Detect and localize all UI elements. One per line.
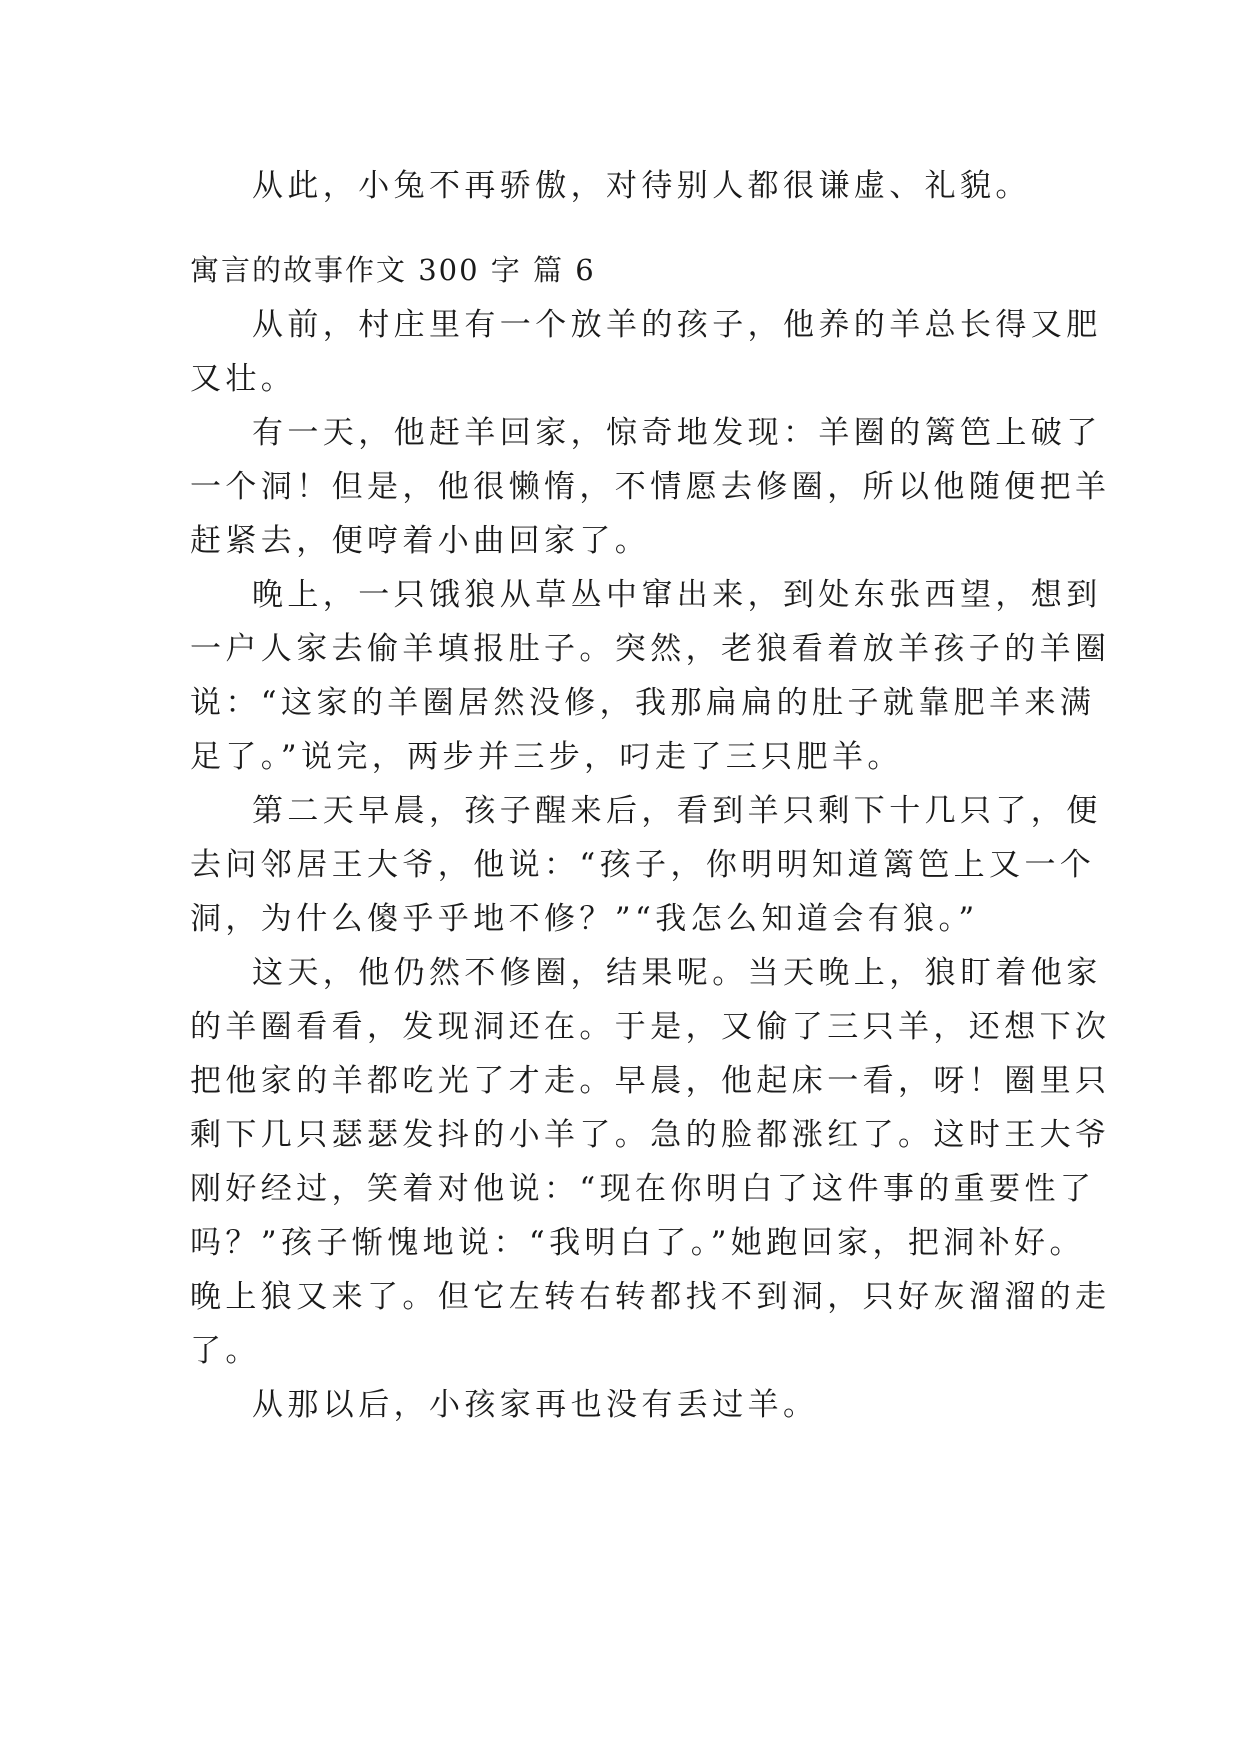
paragraph-4-line-1: 第二天早晨，孩子醒来后，看到羊只剩下十几只了，便: [252, 793, 1102, 829]
paragraph-3-line-2: 一户人家去偷羊填报肚子。突然，老狼看着放羊孩子的羊圈: [190, 631, 1111, 667]
paragraph-2-line-1: 有一天，他赶羊回家，惊奇地发现：羊圈的篱笆上破了: [252, 415, 1102, 451]
section-title: 寓言的故事作文 300 字 篇 6: [190, 253, 596, 287]
paragraph-1-line-1: 从前，村庄里有一个放羊的孩子，他养的羊总长得又肥: [252, 307, 1102, 343]
paragraph-5-line-8: 了。: [190, 1333, 261, 1369]
paragraph-5-line-1: 这天，他仍然不修圈，结果呢。当天晚上，狼盯着他家: [252, 955, 1102, 991]
paragraph-2-line-3: 赶紧去，便哼着小曲回家了。: [190, 523, 651, 559]
paragraph-2-line-2: 一个洞！但是，他很懒惰，不情愿去修圈，所以他随便把羊: [190, 469, 1111, 505]
paragraph-6-line-1: 从那以后，小孩家再也没有丢过羊。: [252, 1387, 819, 1423]
closing-paragraph-previous-story: 从此，小兔不再骄傲，对待别人都很谦虚、礼貌。: [252, 168, 1031, 204]
paragraph-5-line-2: 的羊圈看看，发现洞还在。于是，又偷了三只羊，还想下次: [190, 1009, 1111, 1045]
paragraph-5-line-6: 吗？”孩子惭愧地说：“我明白了。”她跑回家，把洞补好。: [190, 1225, 1085, 1261]
paragraph-3-line-3: 说：“这家的羊圈居然没修，我那扁扁的肚子就靠肥羊来满: [190, 685, 1096, 721]
paragraph-1-line-2: 又壮。: [190, 361, 297, 397]
paragraph-5-line-3: 把他家的羊都吃光了才走。早晨，他起床一看，呀！圈里只: [190, 1063, 1111, 1099]
paragraph-4-line-3: 洞，为什么傻乎乎地不修？”“我怎么知道会有狼。”: [190, 901, 979, 937]
paragraph-5-line-4: 剩下几只瑟瑟发抖的小羊了。急的脸都涨红了。这时王大爷: [190, 1117, 1111, 1153]
paragraph-3-line-1: 晚上，一只饿狼从草丛中窜出来，到处东张西望，想到: [252, 577, 1102, 613]
paragraph-4-line-2: 去问邻居王大爷，他说：“孩子，你明明知道篱笆上又一个: [190, 847, 1096, 883]
paragraph-5-line-7: 晚上狼又来了。但它左转右转都找不到洞，只好灰溜溜的走: [190, 1279, 1111, 1315]
paragraph-3-line-4: 足了。”说完，两步并三步，叼走了三只肥羊。: [190, 739, 903, 775]
paragraph-5-line-5: 刚好经过，笑着对他说：“现在你明白了这件事的重要性了: [190, 1171, 1096, 1207]
